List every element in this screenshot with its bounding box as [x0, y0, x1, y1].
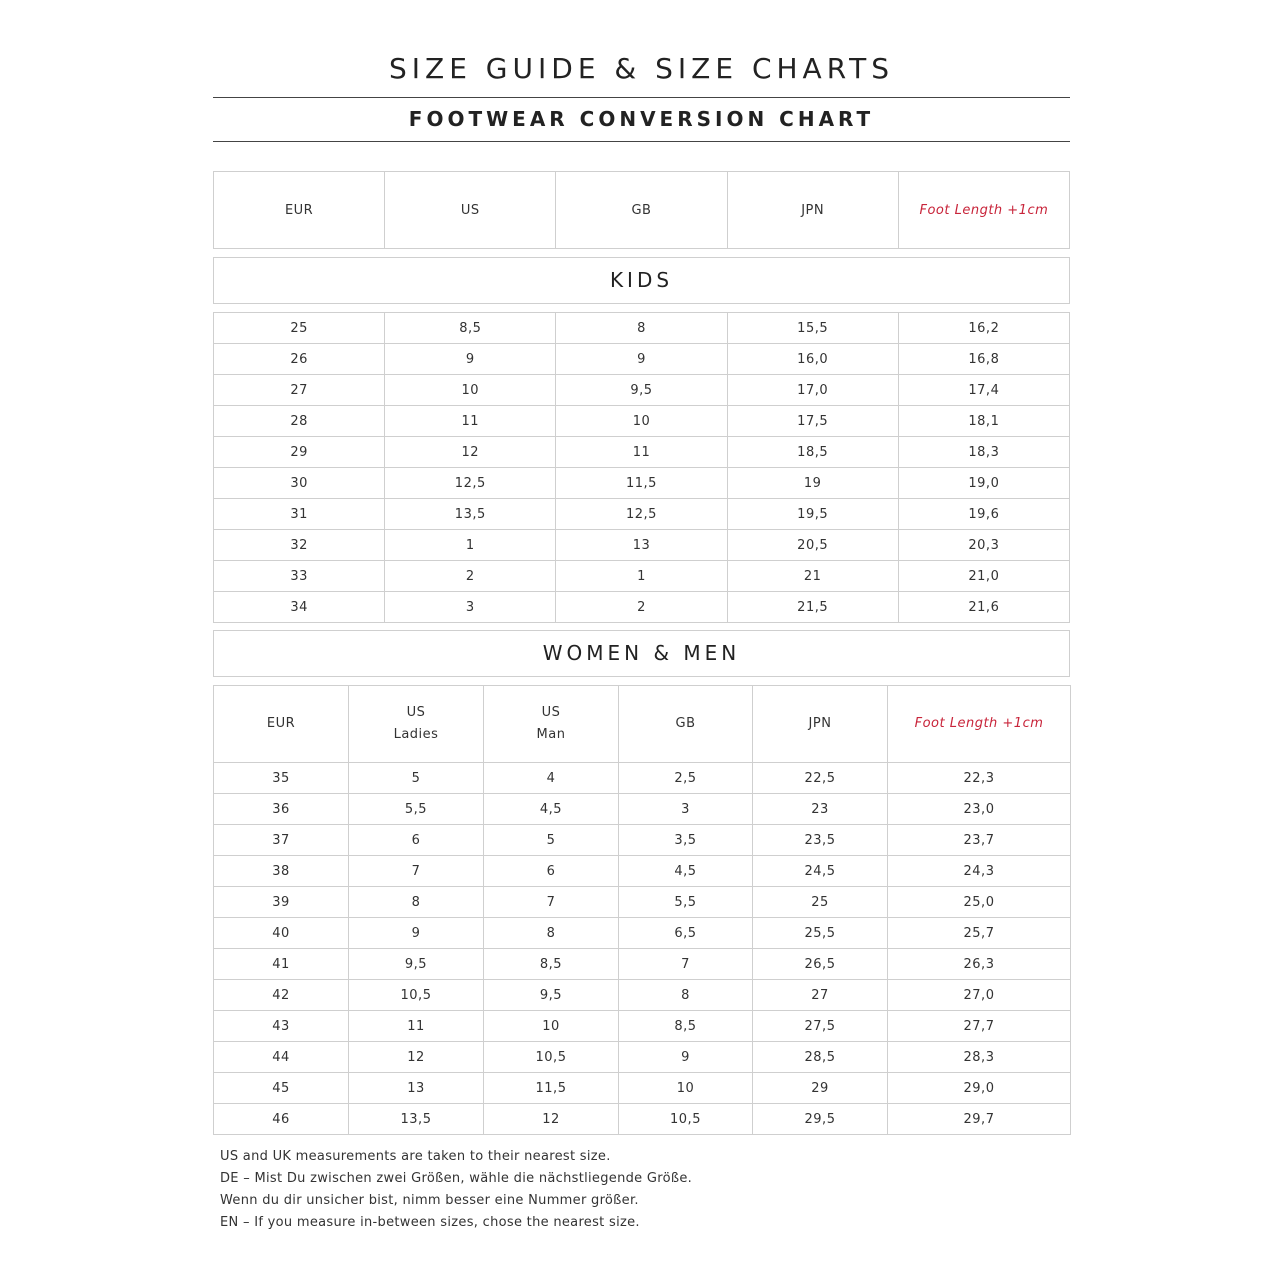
- adult-header-us-man-line1: US: [541, 705, 561, 720]
- table-cell: 16,8: [898, 344, 1069, 375]
- table-cell: 24,5: [753, 856, 888, 887]
- kids-table-row: [214, 499, 1070, 530]
- table-cell: 8,5: [385, 313, 556, 344]
- table-cell: 9,5: [556, 375, 727, 406]
- table-cell: 28,3: [888, 1042, 1071, 1073]
- table-cell: 7: [484, 887, 619, 918]
- table-cell: 18,3: [898, 437, 1069, 468]
- table-cell: 9: [385, 344, 556, 375]
- kids-header-eur: EUR: [214, 172, 385, 249]
- adult-header-us-ladies-line1: US: [406, 705, 426, 720]
- table-cell: 13: [349, 1073, 484, 1104]
- table-cell: 4: [484, 763, 619, 794]
- table-cell: 3: [385, 592, 556, 623]
- table-cell: 8,5: [619, 1011, 753, 1042]
- table-cell: 17,0: [727, 375, 898, 406]
- kids-header-table: [213, 171, 1070, 249]
- table-cell: 10: [619, 1073, 753, 1104]
- table-cell: 26: [214, 344, 385, 375]
- table-cell: 8: [619, 980, 753, 1011]
- kids-table-row: [214, 375, 1070, 406]
- kids-table-row: [214, 437, 1070, 468]
- table-cell: 35: [214, 763, 349, 794]
- table-cell: 16,2: [898, 313, 1069, 344]
- table-cell: 11: [385, 406, 556, 437]
- table-cell: 29: [753, 1073, 888, 1104]
- table-cell: 1: [385, 530, 556, 561]
- note-line: EN – If you measure in-between sizes, chose the nearest size.: [220, 1215, 640, 1230]
- table-cell: 13,5: [349, 1104, 484, 1135]
- adult-table-row: [214, 794, 1071, 825]
- table-cell: 27,0: [888, 980, 1071, 1011]
- table-cell: 9,5: [349, 949, 484, 980]
- table-cell: 2,5: [619, 763, 753, 794]
- table-cell: 23,7: [888, 825, 1071, 856]
- table-cell: 27: [214, 375, 385, 406]
- adult-table-row: [214, 918, 1071, 949]
- adult-header-eur: EUR: [214, 686, 349, 763]
- chart-subtitle: FOOTWEAR CONVERSION CHART: [408, 107, 875, 131]
- adult-table-row: [214, 1104, 1071, 1135]
- table-cell: 23,5: [753, 825, 888, 856]
- table-cell: 22,5: [753, 763, 888, 794]
- table-cell: 25: [214, 313, 385, 344]
- table-cell: 12: [484, 1104, 619, 1135]
- kids-header-row: [214, 172, 1070, 249]
- table-cell: 18,1: [898, 406, 1069, 437]
- adult-header-us-ladies: [349, 686, 484, 763]
- table-cell: 3: [619, 794, 753, 825]
- table-cell: 44: [214, 1042, 349, 1073]
- table-cell: 15,5: [727, 313, 898, 344]
- table-cell: 25,5: [753, 918, 888, 949]
- kids-section-label: KIDS: [213, 257, 1070, 304]
- table-cell: 20,5: [727, 530, 898, 561]
- adult-table-row: [214, 1042, 1071, 1073]
- table-cell: 12: [349, 1042, 484, 1073]
- table-cell: 24,3: [888, 856, 1071, 887]
- table-cell: 8,5: [484, 949, 619, 980]
- kids-header-foot-length: Foot Length +1cm: [898, 172, 1069, 249]
- adult-header-gb: GB: [619, 686, 753, 763]
- table-cell: 4,5: [619, 856, 753, 887]
- table-cell: 38: [214, 856, 349, 887]
- table-cell: 31: [214, 499, 385, 530]
- kids-size-table: [213, 312, 1070, 623]
- table-cell: 36: [214, 794, 349, 825]
- table-cell: 34: [214, 592, 385, 623]
- adult-header-us-man-line2: Man: [536, 727, 566, 742]
- table-cell: 17,4: [898, 375, 1069, 406]
- table-cell: 12: [385, 437, 556, 468]
- table-cell: 21,0: [898, 561, 1069, 592]
- adult-table-row: [214, 856, 1071, 887]
- adult-table-row: [214, 949, 1071, 980]
- table-cell: 5: [484, 825, 619, 856]
- table-cell: 11,5: [484, 1073, 619, 1104]
- table-cell: 3,5: [619, 825, 753, 856]
- adult-section-label: WOMEN & MEN: [213, 630, 1070, 677]
- table-cell: 7: [619, 949, 753, 980]
- table-cell: 22,3: [888, 763, 1071, 794]
- kids-table-row: [214, 406, 1070, 437]
- table-cell: 19: [727, 468, 898, 499]
- table-cell: 10: [385, 375, 556, 406]
- table-cell: 29: [214, 437, 385, 468]
- table-cell: 13,5: [385, 499, 556, 530]
- table-cell: 29,7: [888, 1104, 1071, 1135]
- table-cell: 25: [753, 887, 888, 918]
- table-cell: 10: [484, 1011, 619, 1042]
- table-cell: 27,7: [888, 1011, 1071, 1042]
- kids-table-row: [214, 561, 1070, 592]
- kids-header-us: US: [385, 172, 556, 249]
- table-cell: 2: [556, 592, 727, 623]
- table-cell: 2: [385, 561, 556, 592]
- table-cell: 33: [214, 561, 385, 592]
- adult-header-foot-length: Foot Length +1cm: [888, 686, 1071, 763]
- adult-table-row: [214, 825, 1071, 856]
- table-cell: 26,3: [888, 949, 1071, 980]
- table-cell: 41: [214, 949, 349, 980]
- table-cell: 10: [556, 406, 727, 437]
- table-cell: 17,5: [727, 406, 898, 437]
- adult-table-row: [214, 980, 1071, 1011]
- table-cell: 23,0: [888, 794, 1071, 825]
- subtitle-divider: [213, 141, 1070, 142]
- table-cell: 5,5: [619, 887, 753, 918]
- note-line: US and UK measurements are taken to their nearest size.: [220, 1149, 611, 1164]
- table-cell: 23: [753, 794, 888, 825]
- table-cell: 19,5: [727, 499, 898, 530]
- table-cell: 20,3: [898, 530, 1069, 561]
- kids-table-row: [214, 468, 1070, 499]
- table-cell: 7: [349, 856, 484, 887]
- table-cell: 28,5: [753, 1042, 888, 1073]
- table-cell: 39: [214, 887, 349, 918]
- table-cell: 21,6: [898, 592, 1069, 623]
- table-cell: 32: [214, 530, 385, 561]
- table-cell: 28: [214, 406, 385, 437]
- table-cell: 12,5: [385, 468, 556, 499]
- table-cell: 40: [214, 918, 349, 949]
- table-cell: 1: [556, 561, 727, 592]
- table-cell: 6: [484, 856, 619, 887]
- table-cell: 5: [349, 763, 484, 794]
- table-cell: 10,5: [619, 1104, 753, 1135]
- table-cell: 45: [214, 1073, 349, 1104]
- adult-header-us-man: [484, 686, 619, 763]
- adult-header-us-ladies-line2: Ladies: [393, 727, 439, 742]
- kids-header-gb: GB: [556, 172, 727, 249]
- table-cell: 9: [556, 344, 727, 375]
- kids-header-jpn: JPN: [727, 172, 898, 249]
- table-cell: 19,6: [898, 499, 1069, 530]
- adult-header-jpn: JPN: [753, 686, 888, 763]
- table-cell: 26,5: [753, 949, 888, 980]
- kids-table-row: [214, 530, 1070, 561]
- table-cell: 11,5: [556, 468, 727, 499]
- table-cell: 18,5: [727, 437, 898, 468]
- adult-table-row: [214, 887, 1071, 918]
- table-cell: 8: [349, 887, 484, 918]
- table-cell: 29,5: [753, 1104, 888, 1135]
- table-cell: 42: [214, 980, 349, 1011]
- table-cell: 6: [349, 825, 484, 856]
- table-cell: 27: [753, 980, 888, 1011]
- table-cell: 25,0: [888, 887, 1071, 918]
- table-cell: 30: [214, 468, 385, 499]
- adult-size-table: [213, 685, 1071, 1135]
- table-cell: 21: [727, 561, 898, 592]
- table-cell: 6,5: [619, 918, 753, 949]
- table-cell: 9: [349, 918, 484, 949]
- kids-table-row: [214, 592, 1070, 623]
- page-title: SIZE GUIDE & SIZE CHARTS: [389, 52, 894, 85]
- table-cell: 11: [349, 1011, 484, 1042]
- table-cell: 8: [484, 918, 619, 949]
- table-cell: 43: [214, 1011, 349, 1042]
- table-cell: 27,5: [753, 1011, 888, 1042]
- table-cell: 16,0: [727, 344, 898, 375]
- kids-table-row: [214, 344, 1070, 375]
- table-cell: 9: [619, 1042, 753, 1073]
- adult-table-row: [214, 763, 1071, 794]
- note-line: Wenn du dir unsicher bist, nimm besser eine Nummer größer.: [220, 1193, 639, 1208]
- table-cell: 11: [556, 437, 727, 468]
- title-divider: [213, 97, 1070, 98]
- adult-table-row: [214, 1073, 1071, 1104]
- table-cell: 4,5: [484, 794, 619, 825]
- table-cell: 13: [556, 530, 727, 561]
- size-notes: [220, 1146, 692, 1234]
- kids-table-row: [214, 313, 1070, 344]
- adult-table-row: [214, 1011, 1071, 1042]
- table-cell: 29,0: [888, 1073, 1071, 1104]
- table-cell: 10,5: [349, 980, 484, 1011]
- table-cell: 5,5: [349, 794, 484, 825]
- table-cell: 10,5: [484, 1042, 619, 1073]
- table-cell: 12,5: [556, 499, 727, 530]
- table-cell: 37: [214, 825, 349, 856]
- note-line: DE – Mist Du zwischen zwei Größen, wähle die nächstliegende Größe.: [220, 1171, 693, 1186]
- adult-header-row: [214, 686, 1071, 763]
- table-cell: 9,5: [484, 980, 619, 1011]
- table-cell: 8: [556, 313, 727, 344]
- table-cell: 21,5: [727, 592, 898, 623]
- table-cell: 25,7: [888, 918, 1071, 949]
- table-cell: 46: [214, 1104, 349, 1135]
- table-cell: 19,0: [898, 468, 1069, 499]
